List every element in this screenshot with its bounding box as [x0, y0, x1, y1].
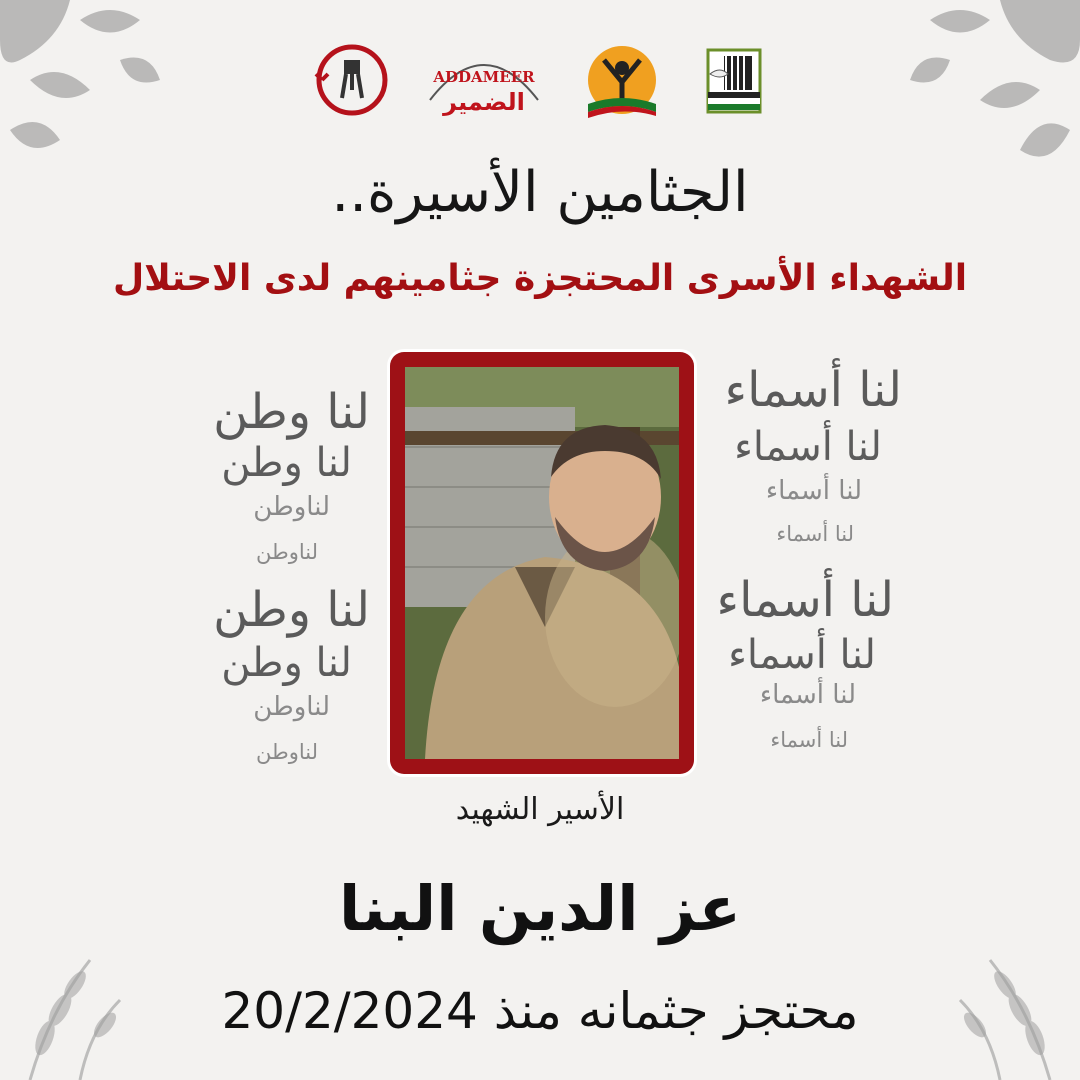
logo-addameer-en-text: ADDAMEER [433, 68, 535, 86]
slogan-right-2a: لنا أسماء [716, 572, 894, 628]
portrait-photo [405, 367, 679, 759]
slogan-left-1a: لنا وطن [213, 384, 370, 440]
slogan-right-2b: لنا أسماء [728, 632, 876, 678]
slogan-left-2c: لناوطن [253, 692, 330, 722]
logo-addameer [420, 40, 548, 120]
slogan-right-2d: لنا أسماء [770, 728, 848, 752]
page-subtitle: الشهداء الأسرى المحتجزة جثامينهم لدى الاحتلال [112, 258, 968, 299]
slogan-right-2c: لنا أسماء [759, 680, 856, 710]
logo-prisoners-commission [574, 40, 670, 120]
slogan-left-2d: لناوطن [256, 740, 318, 764]
logo-addameer-ar-text: الضمير [443, 88, 525, 116]
slogan-right-1a: لنا أسماء [724, 362, 902, 418]
slogan-left-1b: لنا وطن [221, 440, 352, 486]
slogan-left-2a: لنا وطن [213, 582, 370, 638]
slogan-left-1d: لناوطن [256, 540, 318, 564]
detained-since-text: محتجز جثمانه منذ 20/2/2024 [221, 982, 859, 1040]
slogan-left-1c: لناوطن [253, 492, 330, 522]
logo-prisoners-circle [312, 40, 392, 120]
page-title: الجثامين الأسيرة.. [331, 160, 749, 225]
slogan-right-1b: لنا أسماء [734, 424, 882, 470]
martyr-caption: الأسير الشهيد [455, 792, 625, 827]
slogan-right-1c: لنا أسماء [765, 476, 862, 506]
martyr-name: عز الدين البنا [339, 872, 741, 945]
logo-dove-emblem [694, 40, 774, 120]
slogan-left-2b: لنا وطن [221, 640, 352, 686]
portrait-frame [390, 352, 694, 774]
slogan-right-1d: لنا أسماء [776, 522, 854, 546]
